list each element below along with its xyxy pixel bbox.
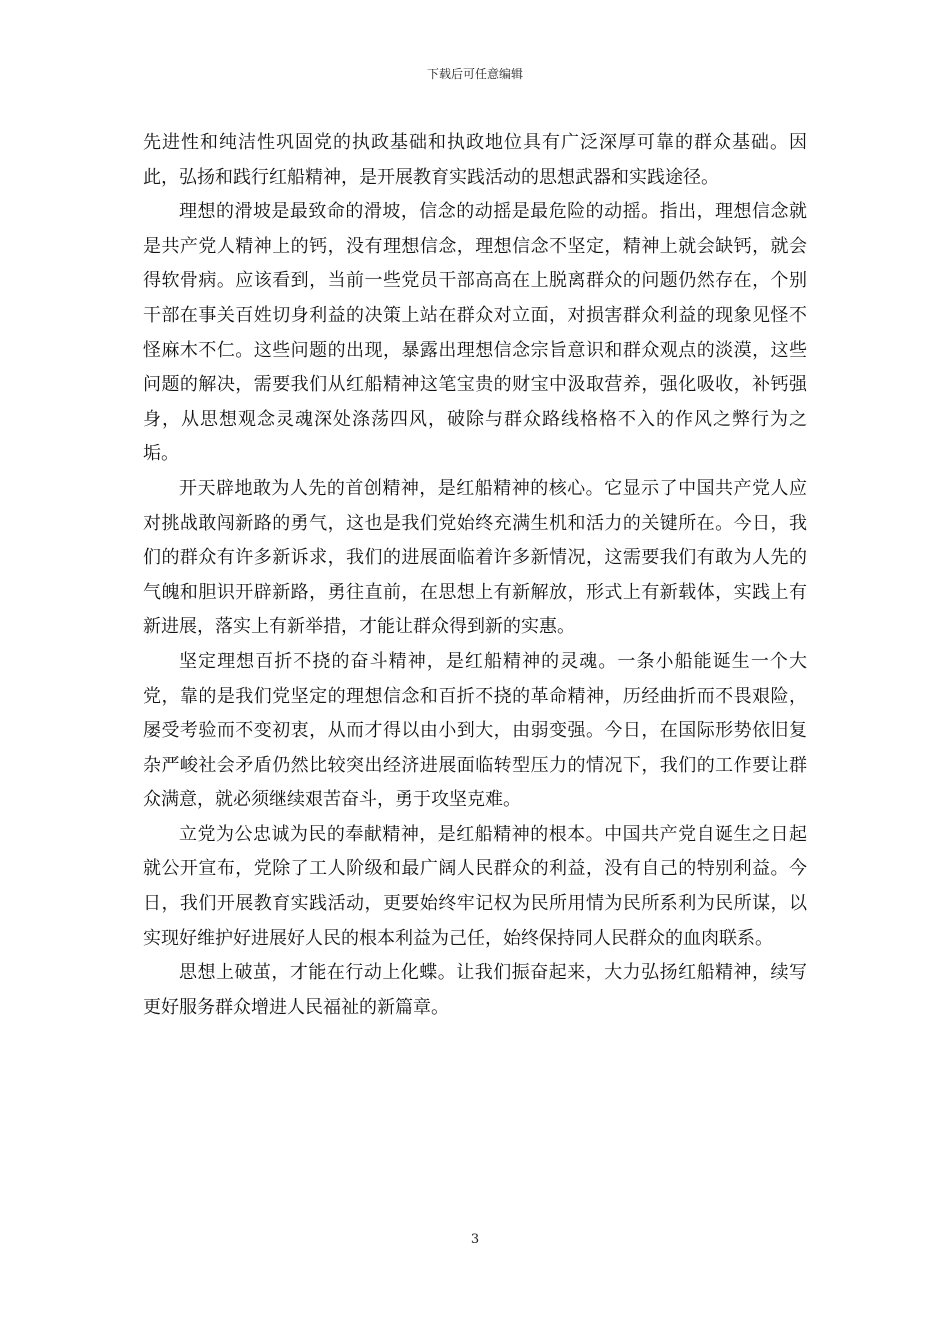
paragraph-3: 开天辟地敢为人先的首创精神，是红船精神的核心。它显示了中国共产党人应对挑战敢闯新路的勇气，这也是我们党始终充满生机和活力的关键所在。今日，我们的群众有许多新诉求，我们的进展面临着许多新情况，这需要我们有敢为人先的气魄和胆识开辟新路，勇往直前，在思想上有新解放，形式上有新载体，实践上有新进展，落实上有新举措，才能让群众得到新的实惠。 xyxy=(143,477,807,638)
paragraph-6: 思想上破茧，才能在行动上化蝶。让我们振奋起来，大力弘扬红船精神，续写更好服务群众增进人民福祉的新篇章。 xyxy=(143,962,807,1018)
paragraph-4: 坚定理想百折不挠的奋斗精神，是红船精神的灵魂。一条小船能诞生一个大党，靠的是我们党坚定的理想信念和百折不挠的革命精神，历经曲折而不畏艰险，屡受考验而不变初衷，从而才得以由小到大，由弱变强。今日，在国际形势依旧复杂严峻社会矛盾仍然比较突出经济进展面临转型压力的情况下，我们的工作要让群众满意，就必须继续艰苦奋斗，勇于攻坚克难。 xyxy=(143,650,807,811)
document-body xyxy=(143,126,807,1025)
page-number: 3 xyxy=(470,1232,480,1247)
paragraph-5: 立党为公忠诚为民的奉献精神，是红船精神的根本。中国共产党自诞生之日起就公开宣布，党除了工人阶级和最广阔人民群众的利益，没有自己的特别利益。今日，我们开展教育实践活动，更要始终牢记权为民所用情为民所系利为民所谋，以实现好维护好进展好人民的根本利益为己任，始终保持同人民群众的血肉联系。 xyxy=(143,823,807,949)
paragraph-1: 先进性和纯洁性巩固党的执政基础和执政地位具有广泛深厚可靠的群众基础。因此，弘扬和践行红船精神，是开展教育实践活动的思想武器和实践途径。 xyxy=(143,132,807,188)
page-header: 下载后可任意编辑 xyxy=(426,67,523,81)
paragraph-2: 理想的滑坡是最致命的滑坡，信念的动摇是最危险的动摇。指出，理想信念就是共产党人精神上的钙，没有理想信念，理想信念不坚定，精神上就会缺钙，就会得软骨病。应该看到，当前一些党员干部高高在上脱离群众的问题仍然存在，个别干部在事关百姓切身利益的决策上站在群众对立面，对损害群众利益的现象见怪不怪麻木不仁。这些问题的出现，暴露出理想信念宗旨意识和群众观点的淡漠，这些问题的解决，需要我们从红船精神这笔宝贵的财宝中汲取营养，强化吸收，补钙强身，从思想观念灵魂深处涤荡四风，破除与群众路线格格不入的作风之弊行为之垢。 xyxy=(143,201,807,465)
